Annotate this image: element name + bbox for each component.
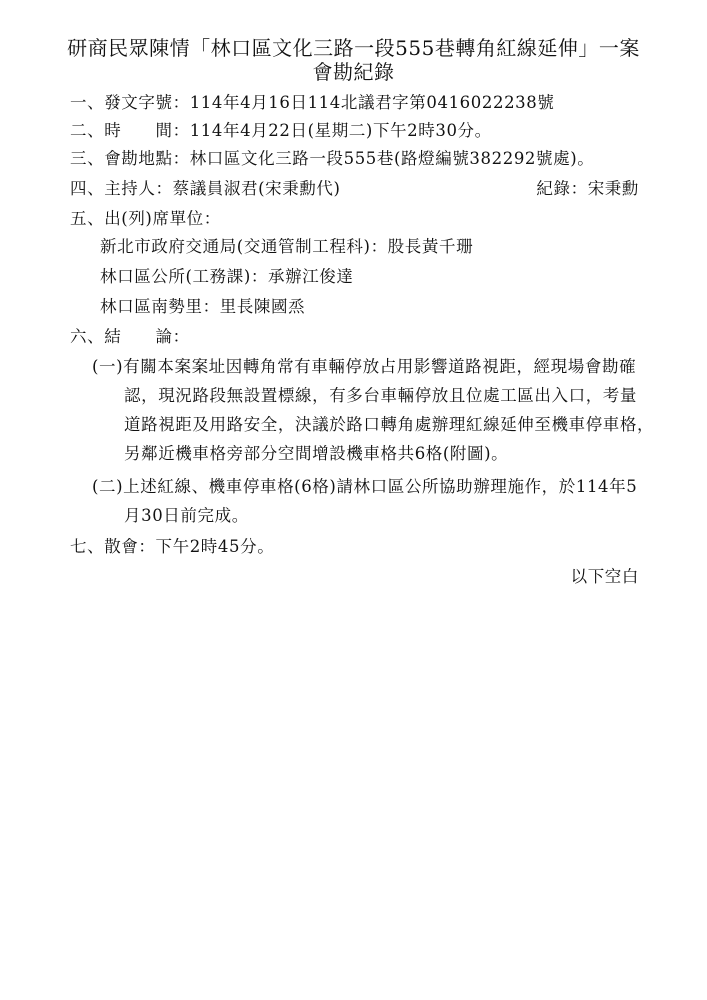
attendee-transport-bureau: 新北市政府交通局(交通管制工程科)：股長黃千珊: [100, 237, 474, 256]
attendee-district-office: 林口區公所(工務課)：承辦江俊達: [100, 267, 354, 286]
conclusion-1-line4: 另鄰近機車格旁部分空間增設機車格共6格(附圖)。: [124, 444, 509, 463]
conclusion-1-line1: (一)有關本案案址因轉角常有車輛停放占用影響道路視距，經現場會勘確: [92, 357, 637, 376]
recorder: 紀錄：宋秉勳: [536, 179, 639, 198]
doc-number: 一、發文字號：114年4月16日114北議君字第0416022238號: [70, 93, 555, 112]
document-title-line1: 研商民眾陳情「林口區文化三路一段555巷轉角紅線延伸」一案: [67, 36, 640, 60]
conclusion-1-line3: 道路視距及用路安全，決議於路口轉角處辦理紅線延伸至機車停車格，: [124, 415, 655, 434]
conclusion-1-line2: 認，現況路段無設置標線，有多台車輛停放且位處工區出入口，考量: [124, 386, 637, 405]
document-title-line2: 會勘紀錄: [312, 60, 395, 84]
conclusion-2-line1: (二)上述紅線、機車停車格(6格)請林口區公所協助辦理施作，於114年5: [92, 477, 638, 496]
blank-below-note: 以下空白: [570, 567, 639, 586]
attendees-heading: 五、出(列)席單位：: [70, 209, 221, 228]
adjournment: 七、散會：下午2時45分。: [70, 537, 275, 556]
conclusion-heading: 六、結 論：: [70, 327, 190, 346]
attendee-village: 林口區南勢里：里長陳國烝: [100, 297, 306, 316]
host: 四、主持人：蔡議員淑君(宋秉勳代): [70, 179, 341, 198]
meeting-time: 二、時 間：114年4月22日(星期二)下午2時30分。: [70, 121, 492, 140]
meeting-place: 三、會勘地點：林口區文化三路一段555巷(路燈編號382292號處)。: [70, 149, 595, 168]
conclusion-2-line2: 月30日前完成。: [124, 506, 249, 525]
